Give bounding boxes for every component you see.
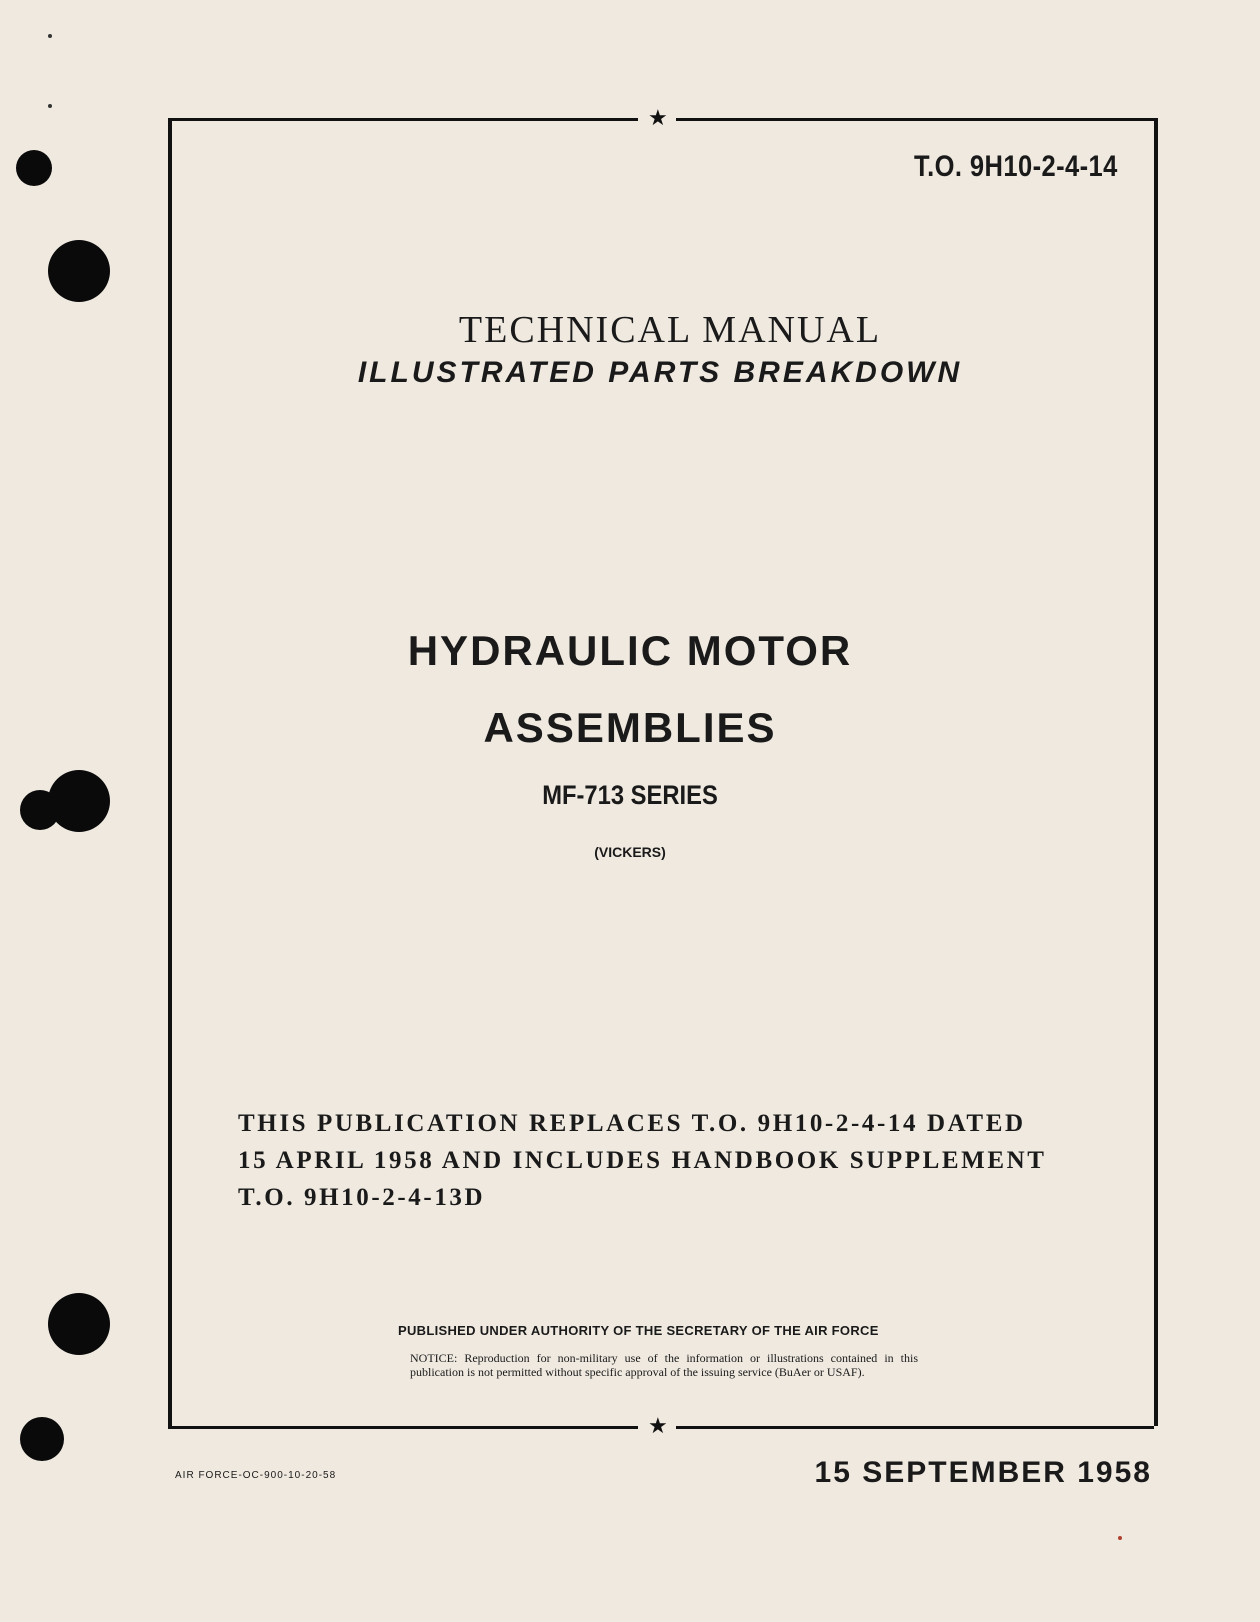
binder-hole — [20, 790, 60, 830]
print-code: AIR FORCE-OC-900-10-20-58 — [175, 1470, 337, 1481]
illustrated-parts-title: ILLUSTRATED PARTS BREAKDOWN — [357, 356, 963, 389]
top-star-icon: ★ — [648, 106, 668, 131]
authority-statement: PUBLISHED UNDER AUTHORITY OF THE SECRETARY OF THE AIR FORCE — [398, 1323, 879, 1338]
binder-hole — [16, 150, 52, 186]
replacement-line3: T.O. 9H10-2-4-13D — [238, 1184, 486, 1211]
to-number: T.O. 9H10-2-4-14 — [914, 150, 1118, 183]
binder-hole — [20, 1417, 64, 1461]
bottom-rule-right — [676, 1426, 1154, 1429]
technical-manual-title: TECHNICAL MANUAL — [458, 309, 882, 351]
speck — [48, 104, 52, 108]
reproduction-notice: NOTICE: Reproduction for non-military use of the information or illustrations contained in this publication is not permitted without specific approval of the issuing service (BuAer or USAF). — [410, 1351, 918, 1379]
series-label: MF-713 SERIES — [542, 780, 718, 810]
top-rule-left — [168, 118, 638, 121]
bottom-rule-left — [168, 1426, 638, 1429]
replacement-notice — [238, 1105, 1047, 1216]
binder-hole — [48, 1293, 110, 1355]
replacement-line2: 15 APRIL 1958 AND INCLUDES HANDBOOK SUPPLEMENT — [238, 1147, 1047, 1174]
speck — [48, 34, 52, 38]
main-title-line2: ASSEMBLIES — [483, 704, 777, 751]
top-rule-right — [676, 118, 1154, 121]
replacement-line1: THIS PUBLICATION REPLACES T.O. 9H10-2-4-14 DATED — [238, 1110, 1026, 1137]
speck — [1118, 1536, 1122, 1540]
main-title-line1: HYDRAULIC MOTOR — [407, 627, 853, 674]
bottom-star-icon: ★ — [648, 1414, 668, 1439]
publication-date: 15 SEPTEMBER 1958 — [814, 1456, 1152, 1489]
manufacturer-label: (VICKERS) — [594, 844, 666, 860]
binder-hole — [48, 240, 110, 302]
